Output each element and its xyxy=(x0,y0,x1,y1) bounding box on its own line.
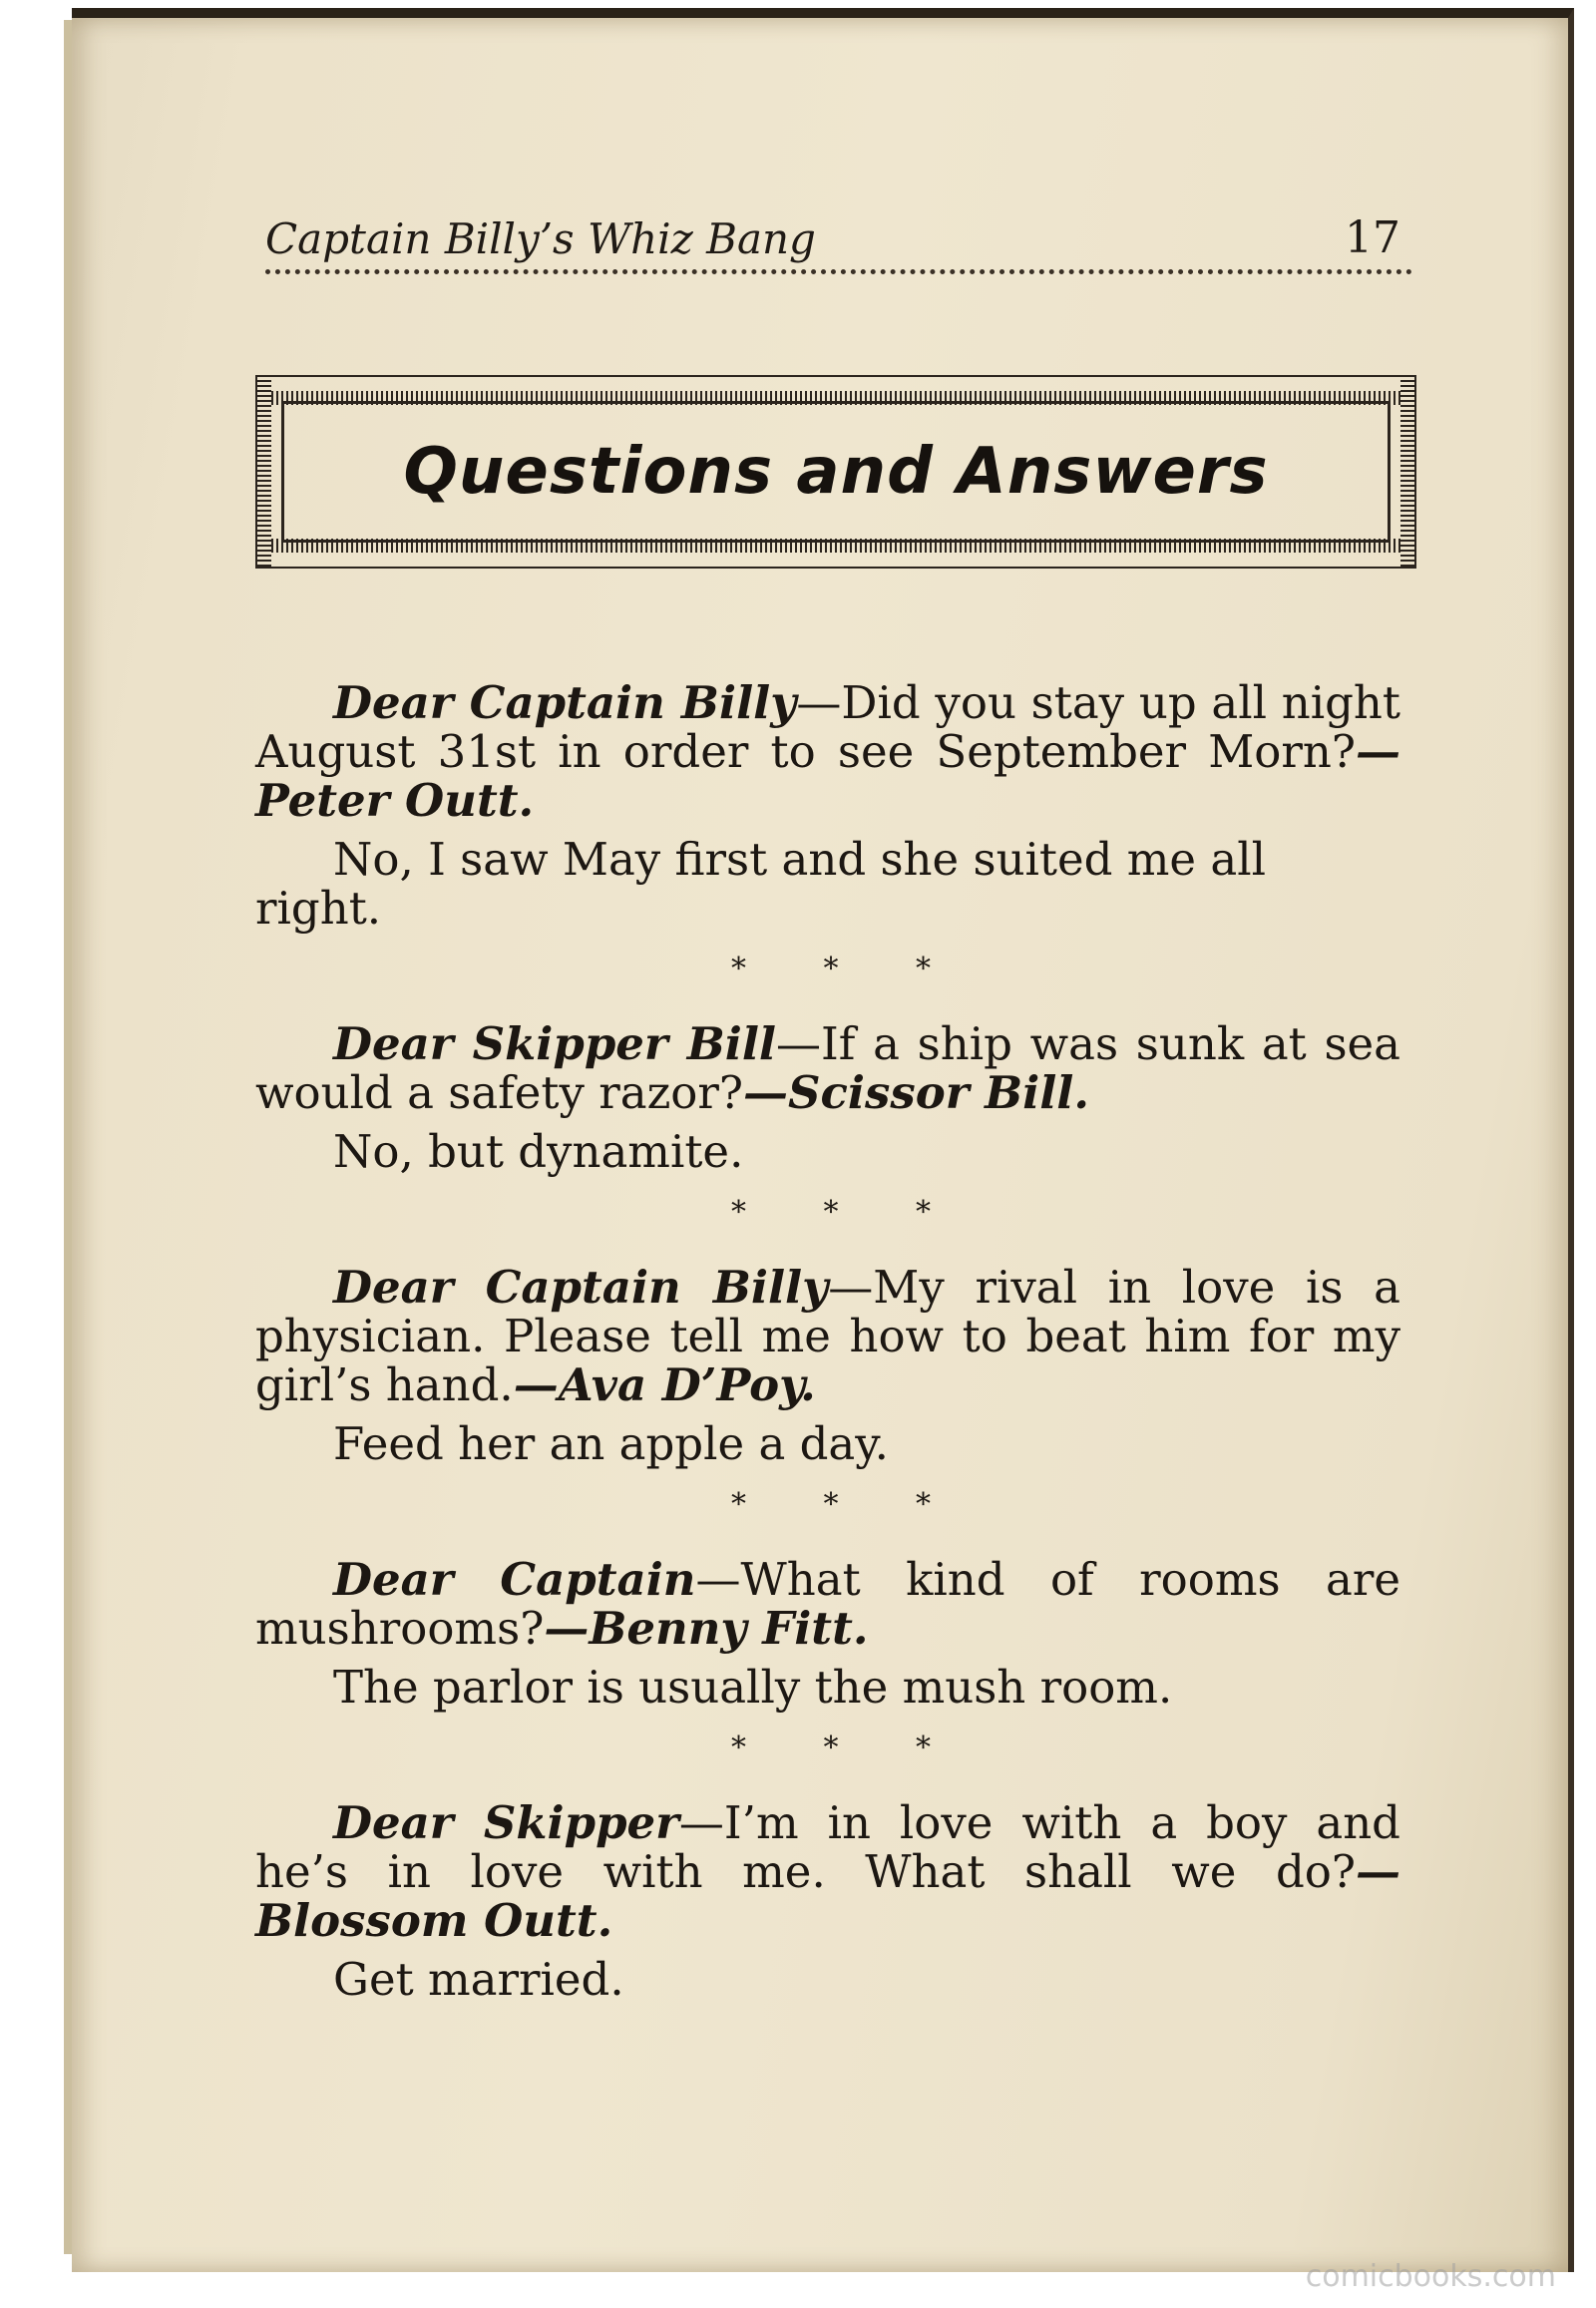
separator-asterisks: * * * xyxy=(730,952,966,986)
signature: —Scissor Bill. xyxy=(743,1066,1090,1119)
salutation: Dear Skipper xyxy=(333,1796,679,1849)
qa-entry xyxy=(255,1263,1400,1468)
running-head xyxy=(265,209,1412,274)
question xyxy=(255,1555,1400,1653)
separator-asterisks: * * * xyxy=(730,1487,966,1522)
signature: —Benny Fitt. xyxy=(544,1602,869,1655)
answer: No, but dynamite. xyxy=(333,1125,744,1178)
question xyxy=(255,1019,1400,1117)
answer: The parlor is usually the mush room. xyxy=(333,1661,1173,1714)
question xyxy=(255,678,1400,825)
question xyxy=(255,1798,1400,1945)
separator-asterisks: * * * xyxy=(730,1195,966,1230)
qa-entry xyxy=(255,1019,1400,1176)
question-text: —My rival in love is a physician. Please tell me how to beat him for my girl’s hand. xyxy=(255,1261,1400,1411)
section-title: Questions and Answers xyxy=(403,435,1269,509)
salutation: Dear Captain Billy xyxy=(333,676,797,729)
qa-entry xyxy=(255,678,1400,933)
signature: —Blossom Outt. xyxy=(255,1845,1400,1947)
signature: —Peter Outt. xyxy=(255,725,1400,827)
salutation: Dear Captain xyxy=(333,1553,696,1606)
question xyxy=(255,1263,1400,1409)
answer: Feed her an apple a day. xyxy=(333,1417,889,1470)
qa-entry xyxy=(255,1798,1400,2004)
answer: No, I saw May first and she suited me all right. xyxy=(255,833,1266,935)
separator-asterisks: * * * xyxy=(730,1731,966,1765)
page-number: 17 xyxy=(1345,212,1400,263)
salutation: Dear Captain Billy xyxy=(333,1261,829,1314)
qa-column xyxy=(255,678,1400,2004)
question-text: —I’m in love with a boy and he’s in love with me. What shall we do? xyxy=(255,1796,1400,1898)
answer: Get married. xyxy=(333,1953,624,2006)
salutation: Dear Skipper Bill xyxy=(333,1017,777,1070)
question-text: —If a ship was sunk at sea would a safety razor? xyxy=(255,1017,1400,1119)
question-text: —Did you stay up all night August 31st in order to see September Morn? xyxy=(255,676,1400,778)
section-header-inner xyxy=(281,401,1391,543)
question-text: —What kind of rooms are mushrooms? xyxy=(255,1553,1400,1655)
signature: —Ava D’Poy. xyxy=(513,1358,816,1411)
magazine-title: Captain Billy’s Whiz Bang xyxy=(265,214,816,263)
watermark: comicbooks.com xyxy=(1305,2259,1556,2294)
section-header-frame xyxy=(257,377,1414,567)
qa-entry xyxy=(255,1555,1400,1712)
